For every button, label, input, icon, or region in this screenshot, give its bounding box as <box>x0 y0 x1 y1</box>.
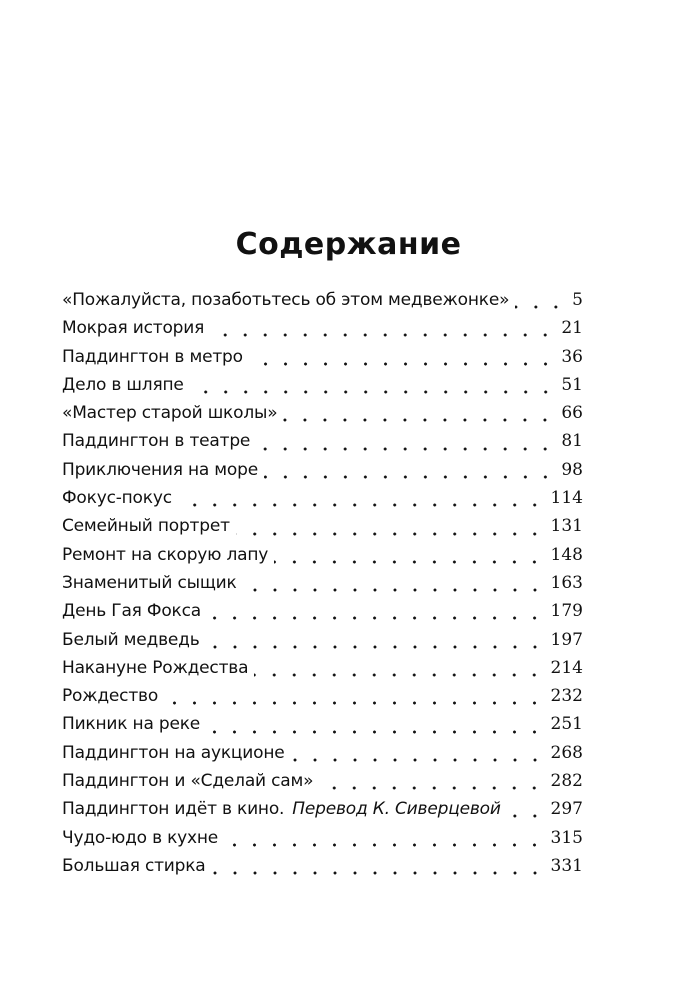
entry-page-number: 131 <box>550 516 583 537</box>
entry-page-number: 197 <box>550 629 583 650</box>
dot-leader <box>210 333 555 337</box>
entry-page-number: 81 <box>561 431 583 452</box>
entry-title: «Пожалуйста, позаботьтесь об этом медвежонке» <box>62 290 510 310</box>
dot-leader <box>254 673 544 677</box>
entry-title: Приключения на море <box>62 459 258 480</box>
toc-entry <box>62 427 583 455</box>
dot-leader <box>264 475 555 479</box>
toc-entry <box>62 286 583 314</box>
entry-title: Семейный портрет <box>62 516 230 537</box>
dot-leader <box>206 645 545 649</box>
dot-leader <box>243 588 545 592</box>
dot-leader <box>256 447 555 451</box>
toc-entry <box>62 569 583 597</box>
entry-title: Чудо-юдо в кухне <box>62 827 219 848</box>
dot-leader <box>319 786 544 790</box>
dot-leader <box>291 758 545 762</box>
toc-entry <box>62 371 583 399</box>
entry-title: Белый медведь <box>62 629 200 650</box>
entry-page-number: 148 <box>550 544 583 565</box>
dot-leader <box>515 305 566 309</box>
entry-title: Паддингтон и «Сделай сам» <box>62 771 314 792</box>
entry-page-number: 251 <box>550 714 583 735</box>
entry-page-number: 214 <box>550 657 583 678</box>
toc-entry <box>62 852 583 880</box>
dot-leader <box>283 418 555 422</box>
toc-entry <box>62 597 583 625</box>
entry-page-number: 232 <box>550 686 583 707</box>
entry-page-number: 331 <box>550 855 583 876</box>
dot-leader <box>178 503 545 507</box>
toc-entry <box>62 739 583 767</box>
entry-title: Паддингтон идёт в кино. <box>62 799 285 820</box>
entry-page-number: 163 <box>550 572 583 593</box>
entry-page-number: 315 <box>550 827 583 848</box>
toc-entry <box>62 626 583 654</box>
entry-title: Дело в шляпе <box>62 374 184 395</box>
entry-title: Фокус-покус <box>62 488 172 509</box>
entry-page-number: 21 <box>561 318 583 339</box>
page-title: Содержание <box>235 227 462 263</box>
entry-page-number: 179 <box>550 601 583 622</box>
toc-entry <box>62 456 583 484</box>
toc-entry <box>62 710 583 738</box>
entry-title: Накануне Рождества <box>62 657 249 678</box>
toc-entry <box>62 314 583 342</box>
dot-leader <box>507 814 545 818</box>
entry-page-number: 268 <box>550 742 583 763</box>
entry-page-number: 297 <box>550 799 583 820</box>
toc-entry <box>62 682 583 710</box>
toc-entry <box>62 484 583 512</box>
dot-leader <box>212 871 545 875</box>
entry-title: Мокрая история <box>62 318 205 339</box>
toc-entry <box>62 795 583 823</box>
entry-title: Пикник на реке <box>62 714 201 735</box>
entry-page-number: 51 <box>561 374 583 395</box>
toc-entry <box>62 541 583 569</box>
entry-page-number: 98 <box>561 459 583 480</box>
table-of-contents <box>62 286 583 880</box>
entry-title: Знаменитый сыщик <box>62 572 237 593</box>
entry-title: «Мастер старой школы» <box>62 403 278 424</box>
dot-leader <box>190 390 556 394</box>
entry-title: Рождество <box>62 686 159 707</box>
toc-entry <box>62 654 583 682</box>
entry-title: Паддингтон в метро <box>62 346 243 367</box>
entry-title: Ремонт на скорую лапу <box>62 544 269 565</box>
toc-entry <box>62 343 583 371</box>
entry-title: Паддингтон в театре <box>62 431 251 452</box>
dot-leader <box>224 843 544 847</box>
dot-leader <box>274 560 544 564</box>
dot-leader <box>249 362 556 366</box>
entry-page-number: 5 <box>572 290 583 310</box>
entry-page-number: 114 <box>550 488 583 509</box>
toc-entry <box>62 399 583 427</box>
entry-title: Паддингтон на аукционе <box>62 742 285 763</box>
entry-page-number: 36 <box>561 346 583 367</box>
entry-page-number: 66 <box>561 403 583 424</box>
toc-entry <box>62 767 583 795</box>
dot-leader <box>164 701 544 705</box>
entry-title: День Гая Фокса <box>62 601 201 622</box>
entry-title: Большая стирка <box>62 855 206 876</box>
dot-leader <box>206 730 544 734</box>
entry-translator-note: Перевод К. Сиверцевой <box>292 799 501 820</box>
dot-leader <box>236 532 545 536</box>
toc-entry <box>62 512 583 540</box>
dot-leader <box>207 616 545 620</box>
toc-entry <box>62 824 583 852</box>
entry-page-number: 282 <box>550 771 583 792</box>
